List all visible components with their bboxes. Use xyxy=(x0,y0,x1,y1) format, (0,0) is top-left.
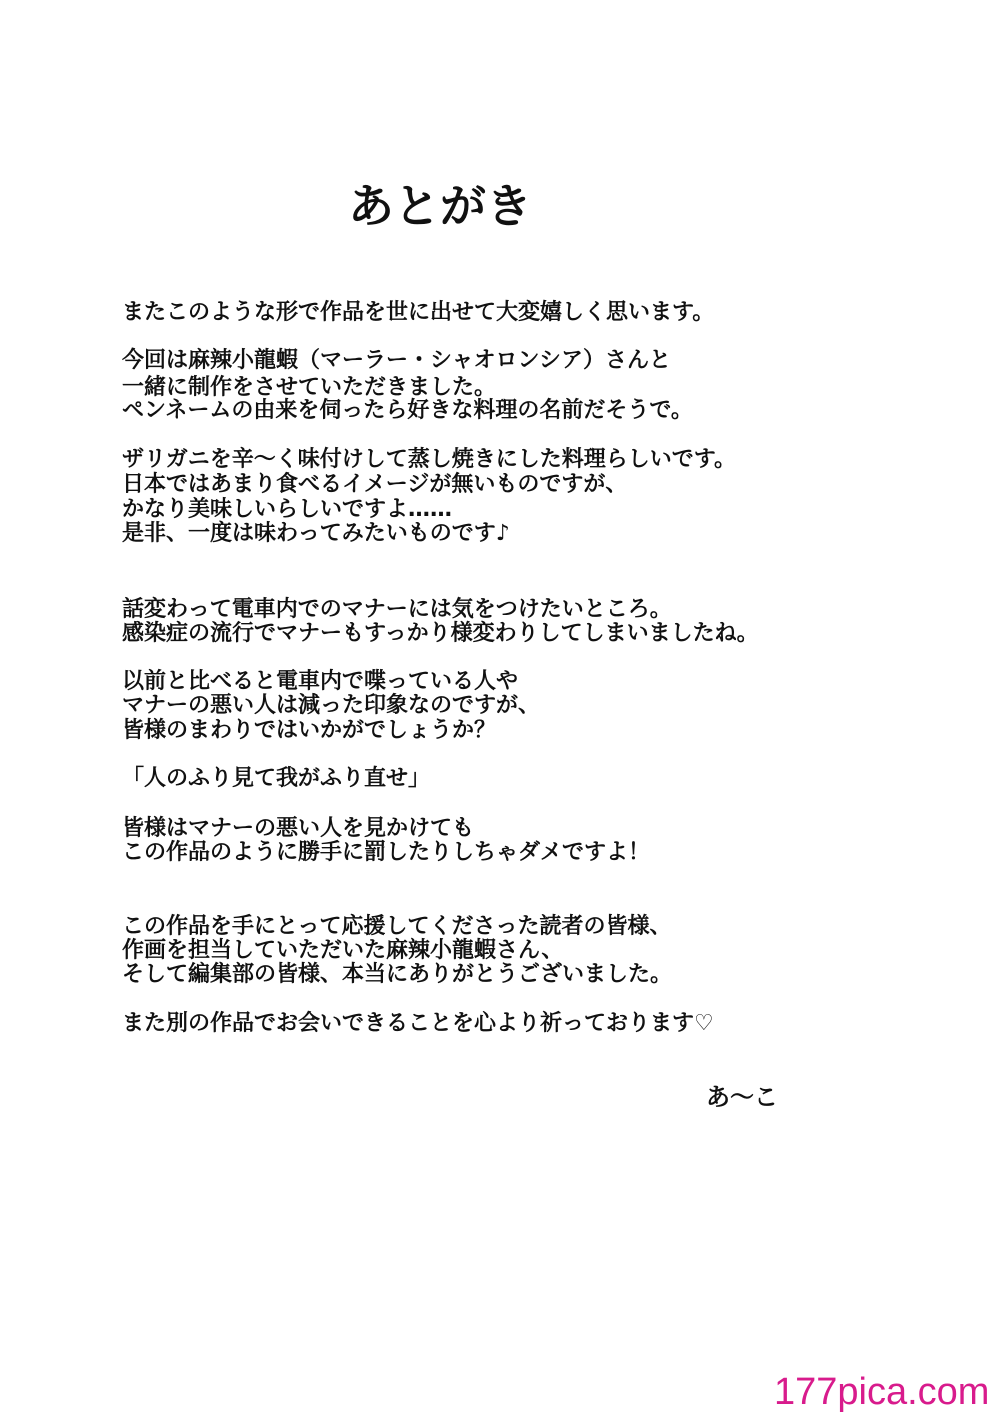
body-line: マナーの悪い人は減った印象なのですが、 xyxy=(122,693,541,718)
body-line: またこのような形で作品を世に出せて大変嬉しく思います。 xyxy=(122,300,715,325)
body-line: この作品のように勝手に罰したりしちゃダメですよ！ xyxy=(122,840,651,865)
body-line: 皆様はマナーの悪い人を見かけても xyxy=(122,816,475,841)
body-line: 「人のふり見て我がふり直せ」 xyxy=(122,766,431,791)
body-line: 今回は麻辣小龍蝦（マーラー・シャオロンシア）さんと xyxy=(122,348,672,373)
body-line: ザリガニを辛〜く味付けして蒸し焼きにした料理らしいです。 xyxy=(122,447,737,472)
body-line: 以前と比べると電車内で喋っている人や xyxy=(122,669,519,694)
body-line: 皆様のまわりではいかがでしょうか？ xyxy=(122,718,497,743)
body-line: また別の作品でお会いできることを心より祈っております♡ xyxy=(122,1011,714,1036)
body-line: 日本ではあまり食べるイメージが無いものですが、 xyxy=(122,472,628,497)
body-line: かなり美味しいらしいですよ…… xyxy=(122,497,453,522)
body-line: 感染症の流行でマナーもすっかり様変わりしてしまいましたね。 xyxy=(122,621,759,646)
body-line: 作画を担当していただいた麻辣小龍蝦さん、 xyxy=(122,938,564,963)
body-line: ペンネームの由来を伺ったら好きな料理の名前だそうで。 xyxy=(122,398,693,423)
author-signature: あ〜こ xyxy=(706,1083,778,1111)
site-watermark: 177pica.com xyxy=(774,1371,990,1413)
body-line: 一緒に制作をさせていただきました。 xyxy=(122,375,497,400)
body-line: この作品を手にとって応援してくださった読者の皆様、 xyxy=(122,914,672,939)
body-line: 是非、一度は味わってみたいものです♪ xyxy=(122,521,510,546)
body-line: そして編集部の皆様、本当にありがとうございました。 xyxy=(122,962,673,987)
page-title: あとがき xyxy=(348,179,532,233)
body-line: 話変わって電車内でのマナーには気をつけたいところ。 xyxy=(122,597,672,622)
